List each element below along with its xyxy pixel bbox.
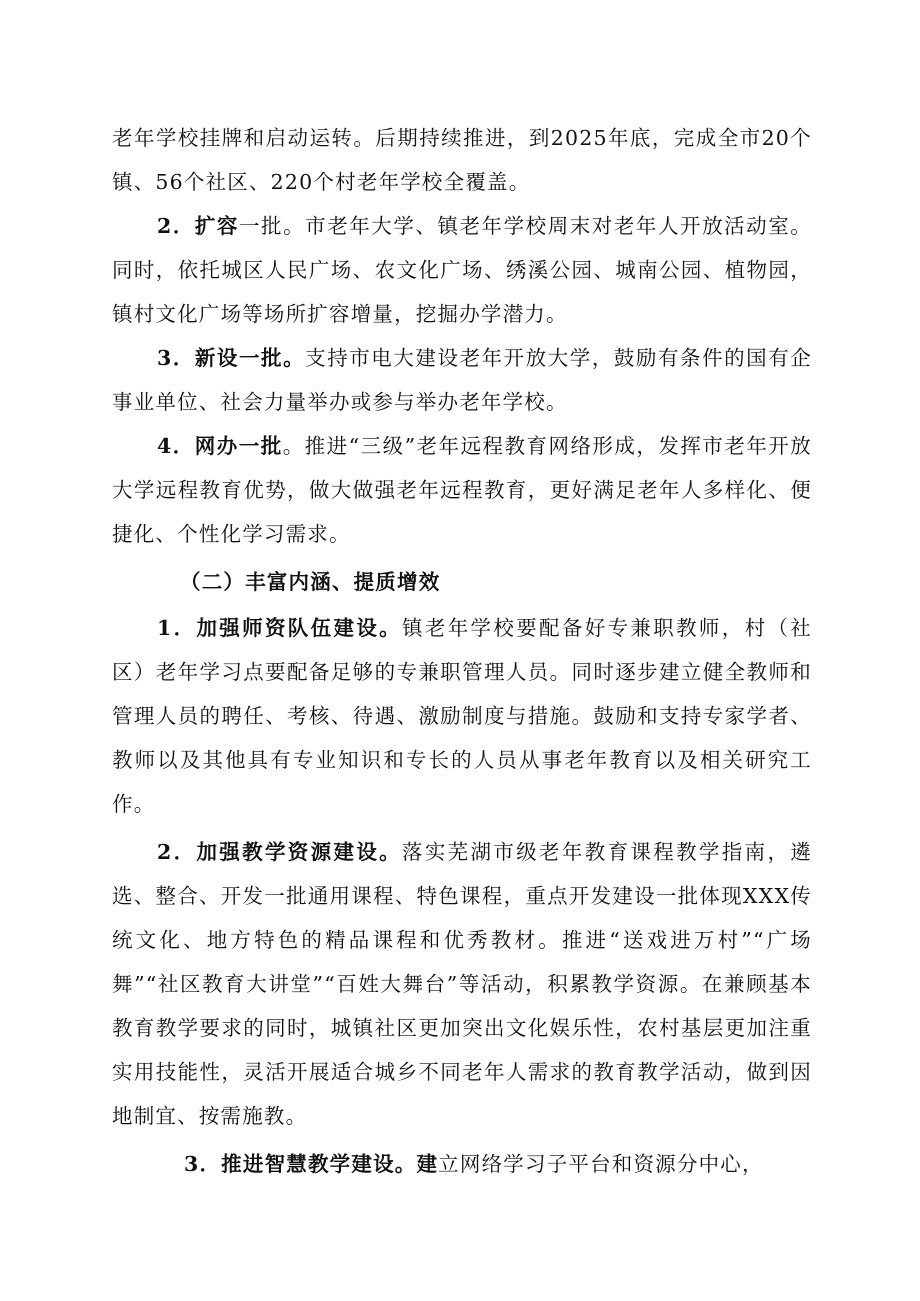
paragraph-teaching-resources <box>112 830 812 1138</box>
paragraph-smart-teaching <box>112 1142 812 1186</box>
paragraph-lead: 3．新设一批。 <box>157 346 306 370</box>
document-page <box>112 116 812 1186</box>
paragraph-new-schools <box>112 336 812 424</box>
paragraph-lead: 2．加强教学资源建设。 <box>157 840 403 864</box>
section-heading-text: （二）丰富内涵、提质增效 <box>180 570 441 594</box>
paragraph-text: 老年学校挂牌和启动运转。后期持续推进，到2025年底，完成全市20个镇、56个社区、220个村老年学校全覆盖。 <box>112 126 812 194</box>
paragraph-text: 支持市电大建设老年开放大学，鼓励有条件的国有企事业单位、社会力量举办或参与举办老年学校。 <box>112 346 812 414</box>
paragraph-expand-capacity <box>112 204 812 336</box>
paragraph-continuation <box>112 116 812 204</box>
paragraph-online-schools <box>112 424 812 556</box>
paragraph-lead: 1．加强师资队伍建设。 <box>157 616 403 640</box>
paragraph-lead: 3．推进智慧教学建设。建 <box>184 1152 439 1176</box>
paragraph-lead: 2．扩容 <box>157 214 239 238</box>
paragraph-text: 。推进“三级”老年远程教育网络形成，发挥市老年开放大学远程教育优势，做大做强老年远程教育，更好满足老年人多样化、便捷化、个性化学习需求。 <box>112 434 812 546</box>
paragraph-teachers <box>112 606 812 826</box>
paragraph-text: 一批。市老年大学、镇老年学校周末对老年人开放活动室。同时，依托城区人民广场、农文化广场、绣溪公园、城南公园、植物园，镇村文化广场等场所扩容增量，挖掘办学潜力。 <box>112 214 812 326</box>
paragraph-text: 落实芜湖市级老年教育课程教学指南，遴选、整合、开发一批通用课程、特色课程，重点开发建设一批体现XXX传统文化、地方特色的精品课程和优秀教材。推进“送戏进万村”“广场舞”“社区教育大讲堂”“百姓大舞台”等活动，积累教学资源。在兼顾基本教育教学要求的同时，城镇社区更加突出文化娱乐性，农村基层更加注重实用技能性，灵活开展适合城乡不同老年人需求的教育教学活动，做到因地制宜、按需施教。 <box>112 840 812 1128</box>
paragraph-text: 立网络学习子平台和资源分中心， <box>438 1152 764 1176</box>
paragraph-text: 镇老年学校要配备好专兼职教师，村（社区）老年学习点要配备足够的专兼职管理人员。同时逐步建立健全教师和管理人员的聘任、考核、待遇、激励制度与措施。鼓励和支持专家学者、教师以及其他具有专业知识和专长的人员从事老年教育以及相关研究工作。 <box>112 616 812 816</box>
paragraph-lead: 4．网办一批 <box>157 434 283 458</box>
section-heading <box>112 560 812 604</box>
